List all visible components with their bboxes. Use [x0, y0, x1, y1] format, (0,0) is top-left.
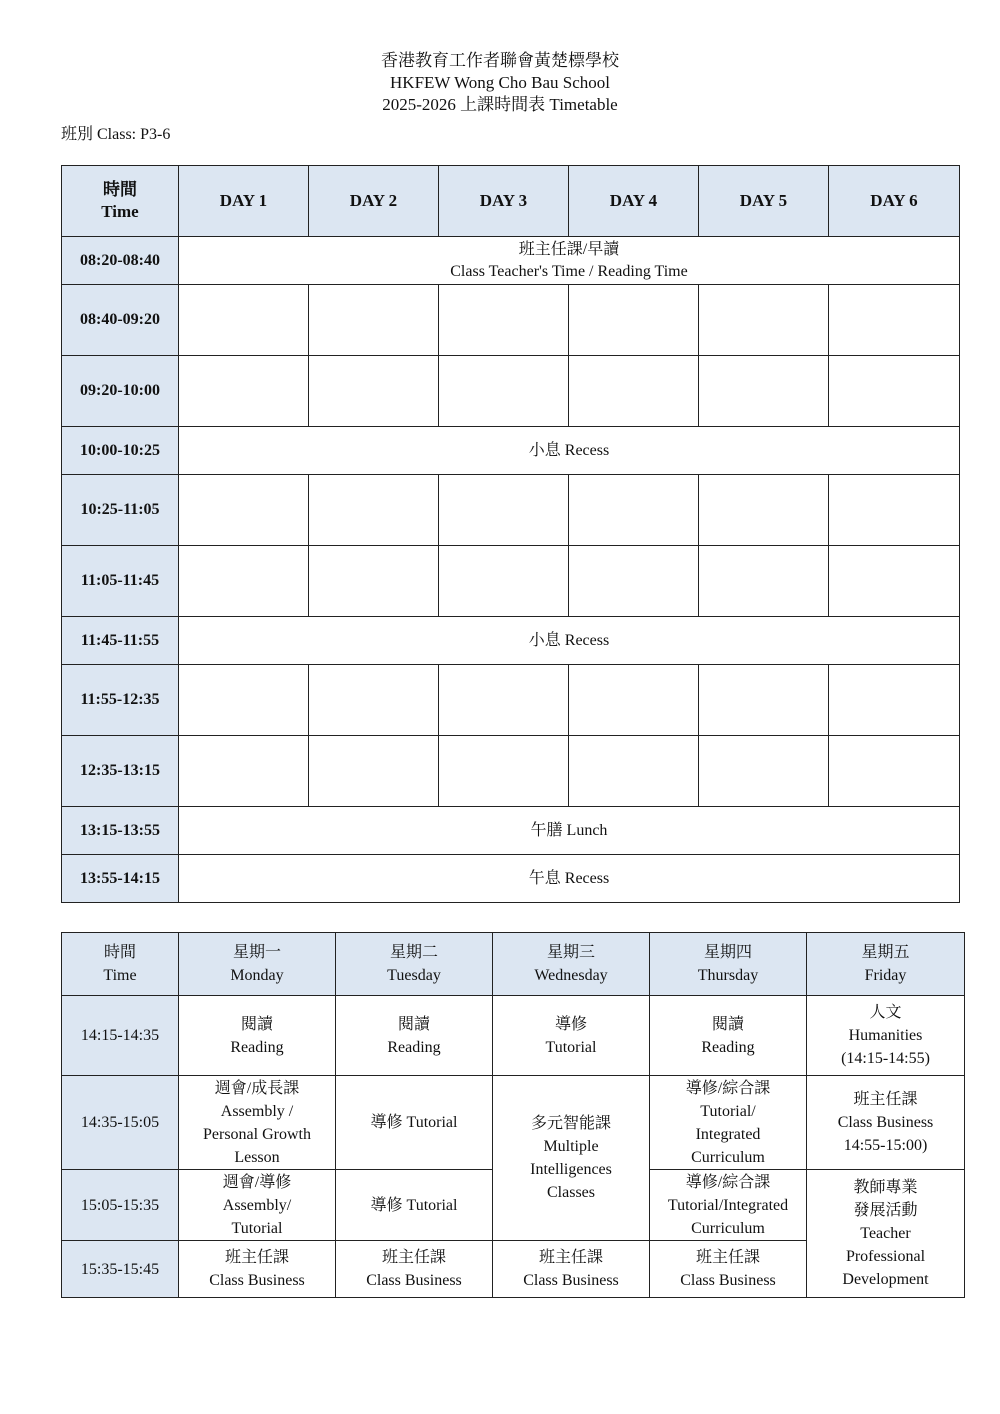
header-zh: 時間	[103, 944, 136, 961]
day-header: DAY 3	[439, 166, 569, 237]
lesson-en: Reading	[701, 1038, 755, 1056]
lesson-cell	[309, 475, 439, 546]
day-header: DAY 2	[309, 166, 439, 237]
table-row	[62, 855, 960, 903]
lesson-cell	[650, 1241, 807, 1298]
lesson-zh: 導修	[554, 1015, 587, 1033]
lesson-cell	[179, 736, 309, 807]
time-cell: 10:00-10:25	[62, 427, 179, 475]
table-row	[62, 736, 960, 807]
lesson-cell	[807, 996, 965, 1076]
time-header-zh: 時間	[103, 180, 137, 199]
weekday-header	[807, 933, 965, 996]
lesson-cell	[829, 285, 960, 356]
lesson-zh: 班主任課	[538, 1249, 603, 1266]
lesson-cell	[699, 736, 829, 807]
lesson-zh: 週會/導修	[222, 1173, 292, 1191]
weekday-header	[179, 933, 336, 996]
lesson-cell	[439, 475, 569, 546]
lesson-cell	[650, 1170, 807, 1241]
time-cell: 14:15-14:35	[62, 996, 179, 1076]
time-header-en: Time	[101, 202, 139, 221]
table-row	[62, 427, 960, 475]
lesson-en: Development	[842, 1271, 929, 1288]
lesson-cell	[439, 736, 569, 807]
lesson-en: Class Business	[366, 1272, 462, 1289]
time-header	[62, 166, 179, 237]
lesson-cell	[699, 475, 829, 546]
header-en: Friday	[864, 967, 907, 984]
lesson-en: Class Business	[680, 1272, 776, 1289]
time-cell: 08:20-08:40	[62, 237, 179, 285]
lesson-cell	[493, 996, 650, 1076]
lesson-en: Reading	[387, 1038, 441, 1056]
header-en: Monday	[230, 967, 284, 984]
lesson-zh: 導修/綜合課	[685, 1173, 771, 1191]
time-cell: 13:55-14:15	[62, 855, 179, 903]
lesson-zh: 閱讀	[711, 1015, 744, 1033]
header-en: Thursday	[697, 967, 759, 984]
lesson-cell	[309, 285, 439, 356]
time-cell: 11:05-11:45	[62, 546, 179, 617]
lesson-zh: 多元智能課	[530, 1115, 611, 1132]
lesson-cell	[179, 475, 309, 546]
header-zh: 星期五	[861, 944, 910, 961]
lesson-en: Class Business	[837, 1114, 934, 1131]
lesson-en: Tutorial	[545, 1038, 597, 1056]
lesson-cell	[439, 356, 569, 427]
lesson-cell	[179, 356, 309, 427]
lesson-cell	[829, 356, 960, 427]
table-row	[62, 285, 960, 356]
lesson-cell	[493, 1241, 650, 1298]
morning-timetable	[61, 165, 960, 903]
lesson-cell	[650, 996, 807, 1076]
lesson-cell	[699, 546, 829, 617]
lesson-cell	[309, 546, 439, 617]
time-cell: 15:05-15:35	[62, 1170, 179, 1241]
lesson-cell	[569, 285, 699, 356]
lesson-en: Lesson	[234, 1148, 280, 1166]
lesson-cell	[807, 1170, 965, 1298]
lesson-cell	[829, 665, 960, 736]
lesson-zh: 教師專業	[853, 1179, 918, 1196]
time-cell: 10:25-11:05	[62, 475, 179, 546]
recess-cell: 午息 Recess	[179, 855, 960, 903]
lesson-cell: 導修 Tutorial	[336, 1170, 493, 1241]
time-cell: 15:35-15:45	[62, 1241, 179, 1298]
lesson-cell	[699, 356, 829, 427]
lesson-cell	[309, 665, 439, 736]
table-row	[62, 996, 965, 1076]
lesson-cell	[179, 665, 309, 736]
timetable-title: 2025-2026 上課時間表 Timetable	[382, 95, 618, 114]
lesson-en: Tutorial	[231, 1219, 283, 1237]
weekday-header	[493, 933, 650, 996]
table-row	[62, 237, 960, 285]
lesson-zh: 閱讀	[397, 1015, 430, 1033]
lesson-cell	[569, 475, 699, 546]
lesson-cell	[309, 736, 439, 807]
lesson-cell	[336, 996, 493, 1076]
day-header: DAY 5	[699, 166, 829, 237]
lesson-en: Classes	[547, 1184, 595, 1201]
lesson-note: 14:55-15:00)	[843, 1137, 928, 1154]
lesson-cell	[569, 356, 699, 427]
time-cell: 08:40-09:20	[62, 285, 179, 356]
lesson-en: Tutorial/	[700, 1102, 756, 1120]
header-zh: 星期三	[546, 944, 595, 961]
table-row	[62, 546, 960, 617]
lesson-en: Assembly /	[220, 1102, 294, 1120]
time-header	[62, 933, 179, 996]
lesson-zh: 發展活動	[853, 1202, 918, 1219]
header-en: Tuesday	[387, 967, 441, 984]
class-teacher-time-cell	[179, 237, 960, 285]
day-header: DAY 1	[179, 166, 309, 237]
table-row	[62, 356, 960, 427]
lesson-cell	[179, 1076, 336, 1170]
lesson-cell	[569, 665, 699, 736]
lesson-cell	[699, 665, 829, 736]
header-zh: 星期二	[389, 944, 438, 961]
school-name-zh: 香港教育工作者聯會黃楚標學校	[381, 51, 619, 70]
lesson-cell	[829, 546, 960, 617]
lesson-en: Reading	[230, 1038, 284, 1056]
header-zh: 星期四	[703, 944, 752, 961]
lesson-cell	[569, 546, 699, 617]
lesson-note: (14:15-14:55)	[841, 1050, 930, 1067]
lesson-zh: 導修/綜合課	[685, 1079, 771, 1097]
class-label: 班別 Class: P3-6	[61, 126, 171, 143]
lesson-zh: 班主任課	[381, 1249, 446, 1266]
lesson-en: Personal Growth	[203, 1125, 311, 1143]
lesson-en: Integrated	[695, 1125, 761, 1143]
lesson-en: Curriculum	[691, 1148, 765, 1166]
lesson-cell	[493, 1076, 650, 1241]
lesson-cell	[179, 285, 309, 356]
table-row	[62, 475, 960, 546]
recess-cell: 小息 Recess	[179, 427, 960, 475]
lesson-cell	[569, 736, 699, 807]
document-header	[0, 50, 1000, 116]
lesson-cell	[179, 546, 309, 617]
lesson-en: Class Business	[209, 1272, 305, 1289]
weekday-header	[336, 933, 493, 996]
lesson-zh: 人文	[869, 1004, 902, 1021]
lesson-cell	[829, 475, 960, 546]
lesson-cell	[439, 546, 569, 617]
header-en: Wednesday	[534, 967, 608, 984]
time-cell: 13:15-13:55	[62, 807, 179, 855]
span-text-en: Class Teacher's Time / Reading Time	[450, 262, 688, 280]
lesson-zh: 班主任課	[695, 1249, 760, 1266]
lesson-en: Tutorial/Integrated	[667, 1196, 789, 1214]
lesson-cell	[179, 1241, 336, 1298]
lesson-cell: 導修 Tutorial	[336, 1076, 493, 1170]
header-en: Time	[103, 967, 137, 984]
weekday-header	[650, 933, 807, 996]
lesson-en: Intelligences	[530, 1161, 612, 1178]
lesson-cell	[179, 1170, 336, 1241]
school-name-en: HKFEW Wong Cho Bau School	[390, 73, 610, 92]
lesson-en: Curriculum	[691, 1219, 765, 1237]
time-cell: 11:55-12:35	[62, 665, 179, 736]
table-row	[62, 617, 960, 665]
table-row	[62, 1076, 965, 1170]
lesson-cell	[179, 996, 336, 1076]
time-cell: 09:20-10:00	[62, 356, 179, 427]
lesson-cell	[439, 285, 569, 356]
lesson-en: Class Business	[523, 1272, 619, 1289]
lesson-zh: 閱讀	[240, 1015, 273, 1033]
time-cell: 11:45-11:55	[62, 617, 179, 665]
header-row	[62, 933, 965, 996]
day-header: DAY 6	[829, 166, 960, 237]
time-cell: 14:35-15:05	[62, 1076, 179, 1170]
lesson-cell	[829, 736, 960, 807]
lesson-zh: 週會/成長課	[214, 1079, 300, 1097]
lesson-en: Humanities	[848, 1027, 923, 1044]
lesson-en: Assembly/	[222, 1196, 292, 1214]
header-row	[62, 166, 960, 237]
lesson-en: Professional	[845, 1248, 926, 1265]
day-header: DAY 4	[569, 166, 699, 237]
span-text-zh: 班主任課/早讀	[518, 240, 620, 258]
lunch-cell: 午膳 Lunch	[179, 807, 960, 855]
lesson-cell	[650, 1076, 807, 1170]
header-zh: 星期一	[232, 944, 281, 961]
lesson-en: Multiple	[543, 1138, 599, 1155]
lesson-zh: 班主任課	[853, 1091, 918, 1108]
lesson-cell	[439, 665, 569, 736]
time-cell: 12:35-13:15	[62, 736, 179, 807]
table-row	[62, 665, 960, 736]
lesson-cell	[336, 1241, 493, 1298]
recess-cell: 小息 Recess	[179, 617, 960, 665]
lesson-en: Teacher	[860, 1225, 911, 1242]
lesson-cell	[807, 1076, 965, 1170]
afternoon-timetable	[61, 932, 965, 1298]
lesson-cell	[309, 356, 439, 427]
table-row	[62, 807, 960, 855]
lesson-cell	[699, 285, 829, 356]
lesson-zh: 班主任課	[224, 1249, 289, 1266]
